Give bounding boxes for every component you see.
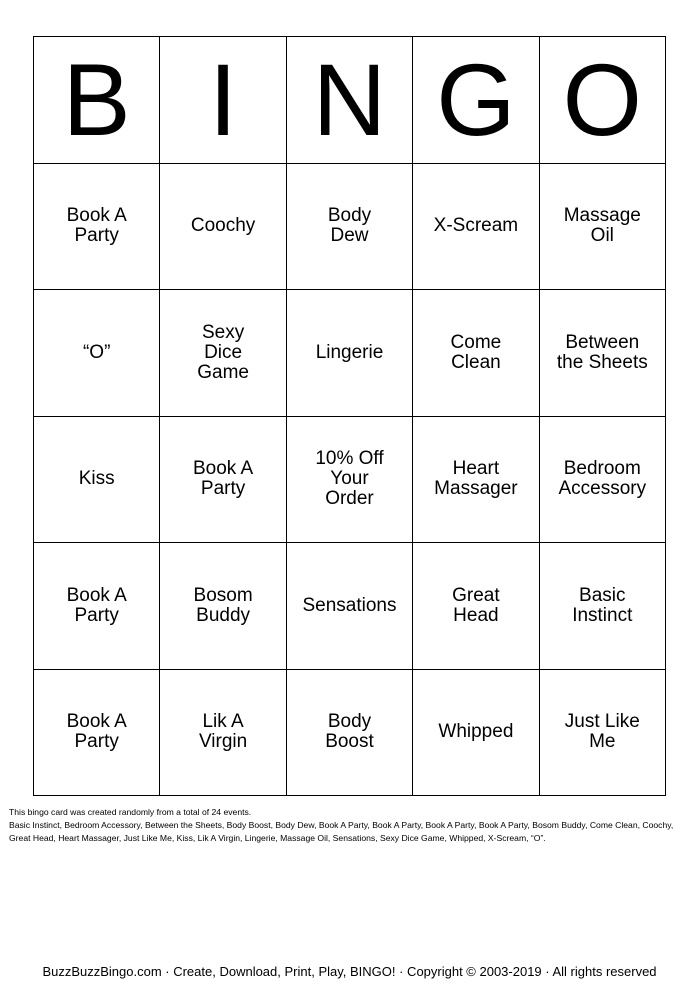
bingo-cell: Sensations	[287, 543, 413, 670]
bingo-cell: Come Clean	[413, 290, 539, 417]
bingo-cell: Kiss	[34, 417, 160, 544]
bingo-cell: Whipped	[413, 670, 539, 797]
card-note	[9, 806, 684, 845]
bingo-cell: Sexy Dice Game	[160, 290, 286, 417]
bingo-cell: Bosom Buddy	[160, 543, 286, 670]
bingo-cell: Lingerie	[287, 290, 413, 417]
bingo-cell: Massage Oil	[540, 164, 666, 291]
bingo-cell: Basic Instinct	[540, 543, 666, 670]
header-cell-b: B	[34, 37, 160, 164]
bingo-cell: Great Head	[413, 543, 539, 670]
bingo-cell: Between the Sheets	[540, 290, 666, 417]
bingo-cell: Coochy	[160, 164, 286, 291]
bingo-cell: Book A Party	[34, 543, 160, 670]
bingo-cell: “O”	[34, 290, 160, 417]
bingo-cell: Body Dew	[287, 164, 413, 291]
bingo-cell: Heart Massager	[413, 417, 539, 544]
bingo-cell: Book A Party	[34, 164, 160, 291]
bingo-cell: X-Scream	[413, 164, 539, 291]
note-summary: This bingo card was created randomly from a total of 24 events.	[9, 807, 252, 817]
header-cell-i: I	[160, 37, 286, 164]
bingo-cell: Book A Party	[34, 670, 160, 797]
footer-copyright: BuzzBuzzBingo.com · Create, Download, Print, Play, BINGO! · Copyright © 2003-2019 · All rights reserved	[42, 964, 657, 979]
bingo-cell: Lik A Virgin	[160, 670, 286, 797]
bingo-cell: Book A Party	[160, 417, 286, 544]
bingo-card	[33, 36, 666, 796]
bingo-cell: 10% Off Your Order	[287, 417, 413, 544]
header-cell-g: G	[413, 37, 539, 164]
bingo-cell: Bedroom Accessory	[540, 417, 666, 544]
header-cell-o: O	[540, 37, 666, 164]
note-event-list: Basic Instinct, Bedroom Accessory, Between the Sheets, Body Boost, Body Dew, Book A Party, Book A Party, Book A Party, Book A Party, Bosom Buddy, Come Clean, Coochy, Great Head, Heart Massager, Just Like Me, Kiss, Lik A Virgin, Lingerie, Massage Oil, Sensations, Sexy Dice Game, Whipped, X-Scream, “O”.	[9, 820, 674, 843]
bingo-cell: Body Boost	[287, 670, 413, 797]
header-cell-n: N	[287, 37, 413, 164]
bingo-cell: Just Like Me	[540, 670, 666, 797]
